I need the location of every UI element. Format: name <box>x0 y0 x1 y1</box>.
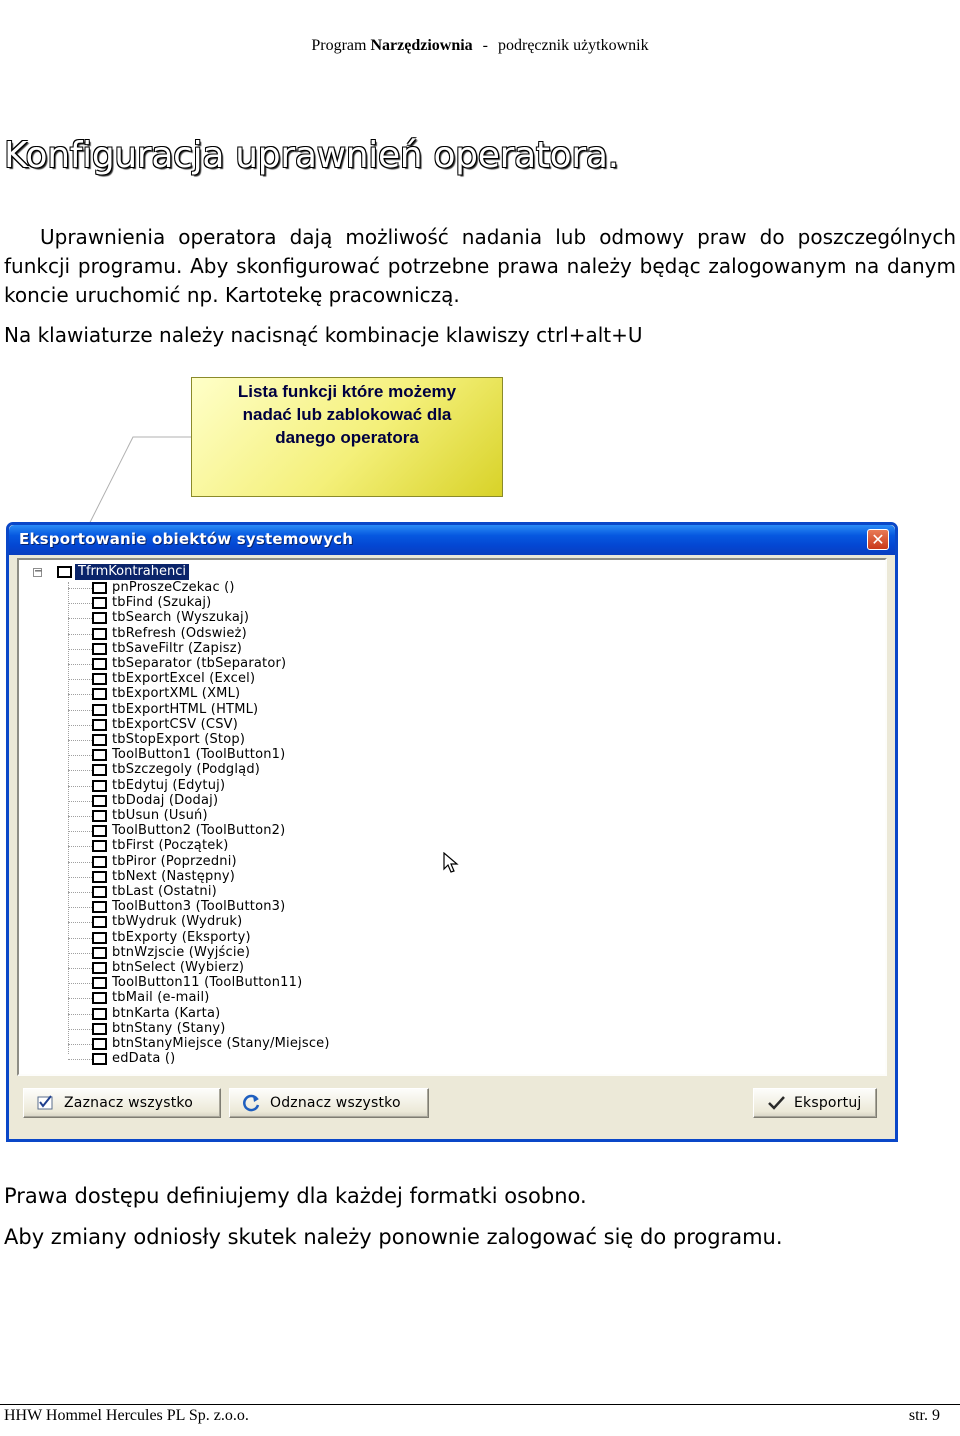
tree-branch-line <box>68 588 92 589</box>
tree-item-label: pnProszeCzekac () <box>112 580 235 595</box>
tree-item-label: ToolButton3 (ToolButton3) <box>112 899 286 915</box>
deselect-all-label: Odznacz wszystko <box>270 1095 401 1111</box>
tree-branch-line <box>68 786 92 787</box>
tree-item-label: tbStopExport (Stop) <box>112 732 246 747</box>
tree-item-label: ToolButton11 (ToolButton11) <box>112 975 303 991</box>
tree-item-label: tbUsun (Usuń) <box>112 808 208 823</box>
tree-item-label: tbNext (Następny) <box>112 868 236 884</box>
tree-item-label: tbSearch (Wyszukaj) <box>112 610 250 626</box>
callout-line-3: danego operatora <box>275 428 419 447</box>
tree-item-checkbox[interactable] <box>92 764 107 776</box>
tree-item-checkbox[interactable] <box>92 597 107 609</box>
tree-item-checkbox[interactable] <box>92 704 107 716</box>
tree-branch-line <box>68 801 92 802</box>
tree-item-checkbox[interactable] <box>92 932 107 944</box>
tree-item-checkbox[interactable] <box>92 1038 107 1050</box>
tree-item-checkbox[interactable] <box>92 977 107 989</box>
deselect-all-button[interactable] <box>229 1088 429 1118</box>
tree-item-label: tbPiror (Poprzedni) <box>112 853 237 869</box>
tree-item-checkbox[interactable] <box>92 582 107 594</box>
outro-line-1: Prawa dostępu definiujemy dla każdej formatki osobno. <box>4 1184 587 1208</box>
callout-line-2: nadać lub zablokować dla <box>242 405 452 424</box>
select-all-icon <box>36 1093 56 1113</box>
tree-item-checkbox[interactable] <box>92 673 107 685</box>
tree-branch-line <box>68 983 92 984</box>
tree-item-label: btnSelect (Wybierz) <box>112 960 245 975</box>
tree-branch-line <box>68 603 92 604</box>
export-dialog-window <box>6 522 898 1142</box>
tree-branch-line <box>68 634 92 635</box>
tree-branch-line <box>68 664 92 665</box>
tree-item-checkbox[interactable] <box>92 734 107 746</box>
tree-item-checkbox[interactable] <box>92 856 107 868</box>
object-tree[interactable] <box>17 558 887 1076</box>
tree-item-label: tbSzczegoly (Podgląd) <box>112 762 261 778</box>
tree-item-label: btnStanyMiejsce (Stany/Miejsce) <box>112 1036 330 1051</box>
close-button[interactable] <box>867 529 889 550</box>
tree-item-checkbox[interactable] <box>92 688 107 700</box>
tree-branch-line <box>68 618 92 619</box>
tree-branch-line <box>68 1044 92 1045</box>
tree-item-label: tbExportHTML (HTML) <box>112 701 259 717</box>
tree-item-checkbox[interactable] <box>92 962 107 974</box>
tree-item-checkbox[interactable] <box>92 658 107 670</box>
tree-branch-line <box>68 725 92 726</box>
mouse-pointer-icon <box>442 852 464 876</box>
tree-item-label: btnWzjscie (Wyjście) <box>112 944 251 960</box>
tree-item-label: ToolButton2 (ToolButton2) <box>112 823 286 839</box>
tree-item-label: tbExportXML (XML) <box>112 686 241 702</box>
tree-branch-line <box>68 892 92 893</box>
close-icon: ✕ <box>871 530 885 549</box>
collapse-icon[interactable]: − <box>34 566 43 577</box>
tree-item-checkbox[interactable] <box>92 992 107 1004</box>
tree-branch-line <box>68 907 92 908</box>
tree-item-checkbox[interactable] <box>92 901 107 913</box>
tree-item-label: tbDodaj (Dodaj) <box>112 792 219 808</box>
tree-branch-line <box>68 755 92 756</box>
tree-item-checkbox[interactable] <box>92 612 107 624</box>
tree-item-label: btnKarta (Karta) <box>112 1005 221 1021</box>
tree-item-label: tbSaveFiltr (Zapisz) <box>112 640 243 656</box>
checkmark-icon <box>766 1093 786 1113</box>
tree-item-checkbox[interactable] <box>92 825 107 837</box>
root-checkbox[interactable] <box>57 566 72 578</box>
tree-item-checkbox[interactable] <box>92 795 107 807</box>
export-button[interactable] <box>753 1088 877 1118</box>
tree-item-checkbox[interactable] <box>92 643 107 655</box>
tree-item-checkbox[interactable] <box>92 749 107 761</box>
tree-branch-line <box>68 740 92 741</box>
footer-company: HHW Hommel Hercules PL Sp. z.o.o. <box>4 1407 249 1424</box>
intro-text: Uprawnienia operatora dają możliwość nadania lub odmowy praw do poszczególnych funkcji programu. Aby skonfigurować potrzebne prawa należy będąc zalogowanym na danym koncie uruchomić np. Kartotekę pracowniczą. <box>4 225 956 307</box>
tree-branch-line <box>68 1059 92 1060</box>
footer-page-number: str. 9 <box>908 1407 940 1424</box>
tree-item-checkbox[interactable] <box>92 947 107 959</box>
tree-item-label: tbSeparator (tbSeparator) <box>112 656 287 671</box>
tree-item-label: tbEdytuj (Edytuj) <box>112 777 226 793</box>
outro-line-2: Aby zmiany odniosły skutek należy ponownie zalogować się do programu. <box>4 1225 783 1249</box>
export-label: Eksportuj <box>794 1095 862 1111</box>
tree-item-label: tbExportExcel (Excel) <box>112 671 256 687</box>
tree-item-checkbox[interactable] <box>92 1053 107 1065</box>
select-all-button[interactable] <box>23 1088 221 1118</box>
tree-branch-line <box>68 1014 92 1015</box>
callout-box <box>191 377 503 497</box>
tree-branch-line <box>68 862 92 863</box>
header-separator: - <box>482 37 488 54</box>
window-title: Eksportowanie obiektów systemowych <box>19 530 354 548</box>
tree-item-label: tbWydruk (Wydruk) <box>112 914 243 930</box>
tree-branch-line <box>68 710 92 711</box>
tree-item-checkbox[interactable] <box>92 719 107 731</box>
footer-divider <box>0 1404 960 1405</box>
tree-item-checkbox[interactable] <box>92 628 107 640</box>
tree-branch-line <box>68 649 92 650</box>
tree-item-label: tbRefresh (Odswież) <box>112 625 247 641</box>
dialog-button-bar <box>9 1080 895 1136</box>
select-all-label: Zaznacz wszystko <box>64 1095 194 1111</box>
tree-branch-line <box>68 816 92 817</box>
header-program-name: Narzędziownia <box>370 37 473 54</box>
shortcut-paragraph: Na klawiaturze należy nacisnąć kombinacje klawiszy ctrl+alt+U <box>4 323 643 347</box>
tree-item-label: tbMail (e-mail) <box>112 990 210 1006</box>
header-subtitle: podręcznik użytkownik <box>498 37 649 54</box>
tree-branch-line <box>68 953 92 954</box>
tree-root-label[interactable]: TfrmKontrahenci <box>75 564 189 580</box>
refresh-icon <box>242 1093 262 1113</box>
tree-item-label: btnStany (Stany) <box>112 1020 226 1036</box>
tree-item-checkbox[interactable] <box>92 780 107 792</box>
tree-branch-line <box>68 998 92 999</box>
tree-item-checkbox[interactable] <box>92 916 107 928</box>
header-prefix: Program <box>311 37 367 54</box>
window-titlebar[interactable] <box>9 525 895 555</box>
tree-item-label: edData () <box>112 1051 176 1067</box>
tree-item-checkbox[interactable] <box>92 810 107 822</box>
tree-branch-line <box>68 770 92 771</box>
tree-branch-line <box>68 938 92 939</box>
tree-item-checkbox[interactable] <box>92 886 107 898</box>
tree-branch-line <box>68 877 92 878</box>
tree-item-label: tbExporty (Eksporty) <box>112 929 251 945</box>
tree-item-label: tbFirst (Początek) <box>112 838 229 854</box>
tree-branch-line <box>68 922 92 923</box>
tree-item-label: tbFind (Szukaj) <box>112 595 212 611</box>
tree-branch-line <box>68 846 92 847</box>
tree-item-checkbox[interactable] <box>92 840 107 852</box>
tree-branch-line <box>68 679 92 680</box>
tree-item-label: tbExportCSV (CSV) <box>112 716 239 732</box>
tree-branch-line <box>68 831 92 832</box>
tree-item-checkbox[interactable] <box>92 1008 107 1020</box>
callout-line-1: Lista funkcji które możemy <box>237 382 457 401</box>
tree-item-label: tbLast (Ostatni) <box>112 884 217 899</box>
tree-item-label: ToolButton1 (ToolButton1) <box>112 747 286 763</box>
tree-branch-line <box>68 968 92 969</box>
tree-item-checkbox[interactable] <box>92 1023 107 1035</box>
tree-branch-line <box>68 1029 92 1030</box>
tree-item-checkbox[interactable] <box>92 871 107 883</box>
page-title: Konfiguracja uprawnień operatora. <box>4 135 619 176</box>
tree-branch-line <box>68 694 92 695</box>
